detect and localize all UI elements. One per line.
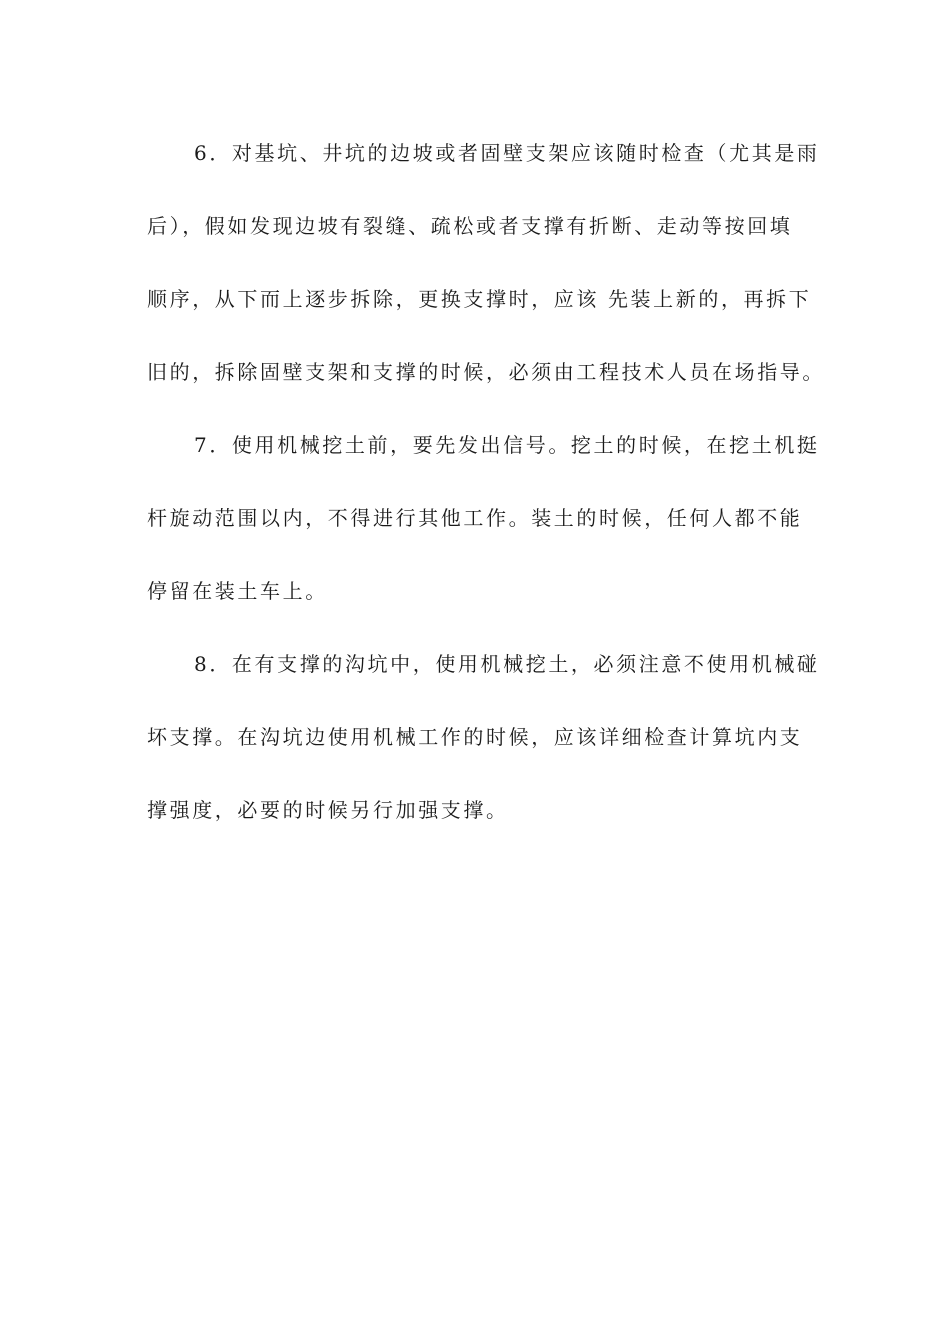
- paragraph-line: 坏支撑。在沟坑边使用机械工作的时候，应该详细检查计算坑内支: [147, 725, 803, 749]
- paragraph-line: 后），假如发现边坡有裂缝、疏松或者支撑有折断、走动等按回填: [147, 214, 793, 238]
- paragraph-8: [147, 644, 820, 863]
- paragraph-line: 杆旋动范围以内，不得进行其他工作。装土的时候，任何人都不能: [147, 506, 803, 530]
- paragraph-line: 停留在装土车上。: [147, 579, 328, 603]
- paragraph-line: 旧的，拆除固壁支架和支撑的时候，必须由工程技术人员在场指导。: [147, 360, 825, 384]
- paragraph-7: [147, 425, 820, 644]
- paragraph-line: 6．对基坑、井坑的边坡或者固壁支架应该随时检查（尤其是雨: [194, 141, 820, 165]
- document-body: [147, 133, 825, 863]
- paragraph-line: 8．在有支撑的沟坑中，使用机械挖土，必须注意不使用机械碰: [194, 652, 820, 676]
- paragraph-line: 撑强度，必要的时候另行加强支撑。: [147, 798, 509, 822]
- paragraph-line: 顺序，从下而上逐步拆除，更换支撑时，应该 先装上新的，再拆下: [147, 287, 812, 311]
- paragraph-6: [147, 133, 825, 425]
- paragraph-line: 7．使用机械挖土前，要先发出信号。挖土的时候，在挖土机挺: [194, 433, 820, 457]
